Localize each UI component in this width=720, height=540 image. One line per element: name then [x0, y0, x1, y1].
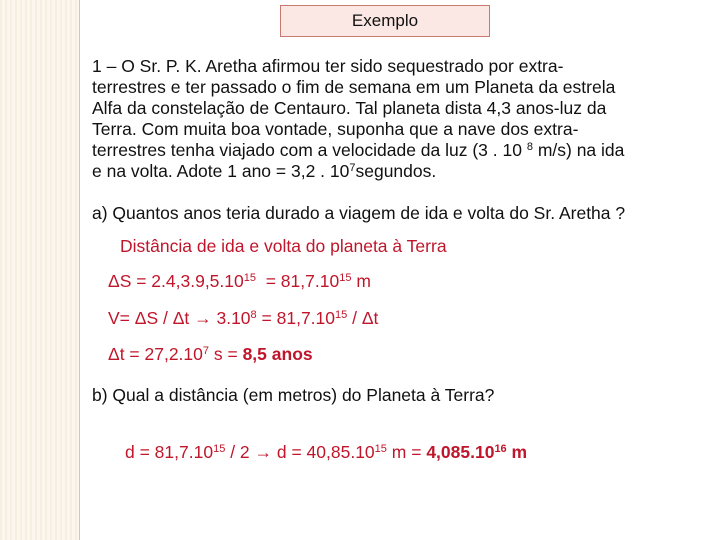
exponent: 7	[349, 162, 356, 174]
problem-statement	[92, 56, 702, 182]
exponent: 7	[202, 345, 210, 357]
text-span: Δt = 27,2.10	[108, 344, 203, 364]
text-span: segundos.	[355, 161, 437, 181]
exponent: 15	[374, 443, 387, 455]
text-span: m/s) na ida	[532, 140, 625, 160]
answer-a-heading: Distância de ida e volta do planeta à Terra	[120, 236, 447, 256]
problem-line-4: Terra. Com muita boa vontade, suponha que a nave dos extra-	[92, 119, 579, 139]
equation-time	[108, 344, 313, 365]
equation-displacement	[108, 271, 371, 292]
text-span: e na volta. Adote 1 ano = 3,2 . 10	[92, 161, 350, 181]
title-box	[280, 5, 490, 37]
exponent: 8	[250, 309, 257, 321]
problem-line-1: 1 – O Sr. P. K. Aretha afirmou ter sido sequestrado por extra-	[92, 56, 564, 76]
exponent: 8	[526, 141, 533, 153]
text-span: s =	[209, 344, 243, 364]
result-highlight	[426, 442, 527, 462]
question-a: a) Quantos anos teria durado a viagem de ida e volta do Sr. Aretha ?	[92, 203, 626, 223]
problem-line-2: terrestres e ter passado o fim de semana em um Planeta da estrela	[92, 77, 616, 97]
problem-line-5	[92, 140, 702, 161]
equation-velocity	[108, 308, 378, 329]
result-highlight: 8,5 anos	[242, 344, 313, 364]
page-title: Exemplo	[351, 11, 419, 30]
question-b: b) Qual a distância (em metros) do Planeta à Terra?	[92, 385, 495, 405]
exponent: 15	[339, 272, 352, 284]
text-span: = 81,7.10	[256, 271, 340, 291]
equation-distance	[125, 442, 527, 463]
exponent: 15	[335, 309, 348, 321]
text-span: d = 81,7.10	[125, 442, 214, 462]
exponent: 15	[213, 443, 226, 455]
problem-line-6	[92, 161, 702, 182]
text-span: terrestres tenha viajado com a velocidade da luz (3 . 10	[92, 140, 527, 160]
text-span: / 2 → d = 40,85.10	[225, 442, 375, 462]
exponent: 15	[243, 272, 256, 284]
text-span: / Δt	[347, 308, 379, 328]
text-span: = 81,7.10	[256, 308, 336, 328]
text-span: ΔS = 2.4,3.9,5.10	[108, 271, 244, 291]
decorative-left-strip	[0, 0, 80, 540]
text-span: 4,085.10	[426, 442, 495, 462]
exponent: 16	[494, 443, 507, 455]
text-span: m	[506, 442, 528, 462]
problem-line-3: Alfa da constelação de Centauro. Tal planeta dista 4,3 anos-luz da	[92, 98, 607, 118]
text-span: V= ΔS / Δt → 3.10	[108, 308, 251, 328]
text-span: m =	[386, 442, 427, 462]
text-span: m	[351, 271, 371, 291]
